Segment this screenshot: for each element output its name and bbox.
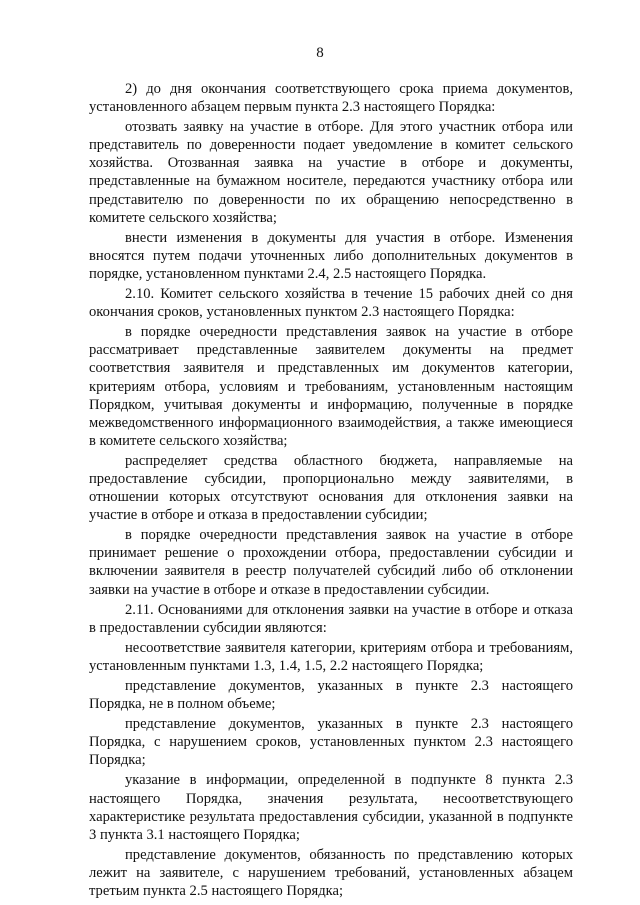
paragraph: распределяет средства областного бюджета, направляемые на предоставление субсидии, пропорционально между заявителями, в отношении которых отсутствуют основания для отклонения заявки на участие в отборе и отказа в предоставлении субсидии; bbox=[89, 452, 573, 524]
paragraph: внести изменения в документы для участия в отборе. Изменения вносятся путем подачи уточненных либо дополнительных документов в порядке, установленном пунктами 2.4, 2.5 настоящего Порядка. bbox=[89, 229, 573, 282]
paragraph: 2) до дня окончания соответствующего срока приема документов, установленного абзацем первым пункта 2.3 настоящего Порядка: bbox=[89, 81, 573, 116]
paragraph: 2.10. Комитет сельского хозяйства в течение 15 рабочих дней со дня окончания сроков, установленных пунктом 2.3 настоящего Порядка: bbox=[89, 286, 573, 321]
paragraph: 2.11. Основаниями для отклонения заявки на участие в отборе и отказа в предоставлении субсидии являются: bbox=[89, 601, 573, 636]
document-body bbox=[89, 80, 573, 902]
paragraph: отозвать заявку на участие в отборе. Для этого участник отбора или представитель по доверенности подает уведомление в комитет сельского хозяйства. Отозванная заявка на участие в отборе и документы, представленные на бумажном носителе, передаются участнику отбора или представителю по доверенности по их обращению непосредственно в комитете сельского хозяйства; bbox=[89, 119, 573, 226]
paragraph: представление документов, указанных в пункте 2.3 настоящего Порядка, не в полном объеме; bbox=[89, 678, 573, 713]
page-number: 8 bbox=[316, 45, 324, 61]
paragraph: в порядке очередности представления заявок на участие в отборе рассматривает представленные заявителем документы на предмет соответствия заявителя и представленных им документов категории, критериям отбора, условиям и требованиям, установленным настоящим Порядком, учитывая документы и информацию, полученные в порядке межведомственного информационного взаимодействия, а также имеющиеся в комитете сельского хозяйства; bbox=[89, 324, 573, 449]
paragraph: в порядке очередности представления заявок на участие в отборе принимает решение о прохождении отбора, предоставлении субсидии и включении заявителя в реестр получателей субсидий либо об отклонении заявки на участие в отборе и отказе в предоставлении субсидии. bbox=[89, 527, 573, 598]
paragraph: представление документов, указанных в пункте 2.3 настоящего Порядка, с нарушением сроков, установленных пунктом 2.3 настоящего Порядка; bbox=[89, 716, 573, 769]
paragraph: представление документов, обязанность по представлению которых лежит на заявителе, с нарушением требований, установленных абзацем третьим пункта 2.5 настоящего Порядка; bbox=[89, 846, 573, 900]
paragraph: несоответствие заявителя категории, критериям отбора и требованиям, установленным пунктами 1.3, 1.4, 1.5, 2.2 настоящего Порядка; bbox=[89, 639, 573, 674]
paragraph: указание в информации, определенной в подпункте 8 пункта 2.3 настоящего Порядка, значения результата, несоответствующего характеристике результата предоставления субсидии, указанной в подпункте 3 пункта 3.1 настоящего Порядка; bbox=[89, 772, 573, 843]
